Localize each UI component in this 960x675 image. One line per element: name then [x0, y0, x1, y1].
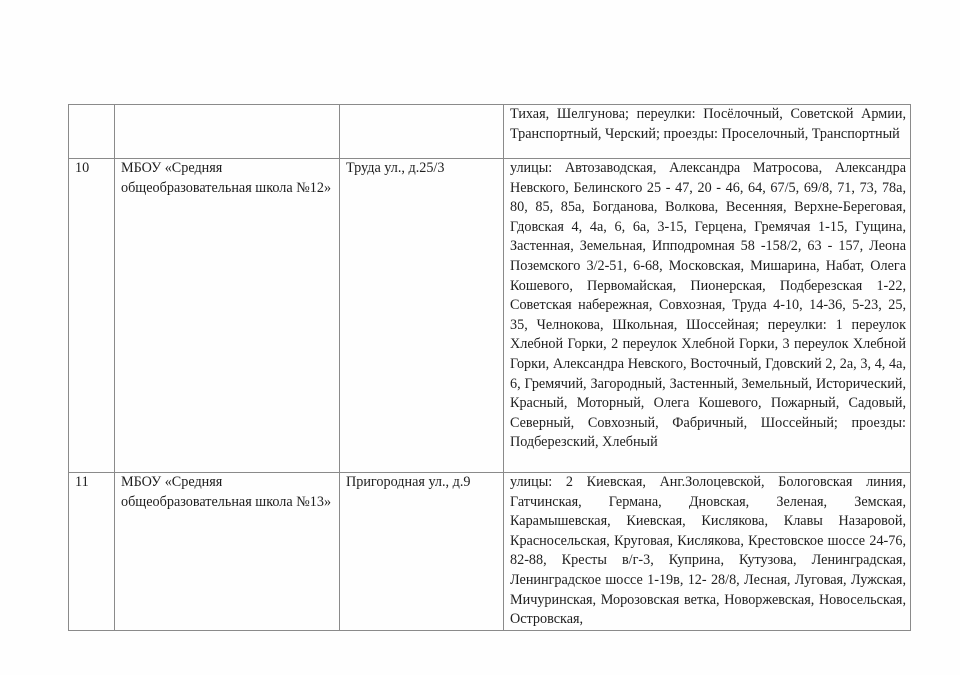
assigned-streets: улицы: Автозаводская, Александра Матросова, Александра Невского, Белинского 25 - 47, 20 - 46, 64, 67/5, 69/8, 71, 73, 78а, 80, 85, 85а, Богданова, Волкова, Весенняя, Верхне-Береговая, Гдовская 4, 4а, 6, 6а, 3-15, Герцена, Гремячая 1-15, Гущина, Застенная, Земельная, Ипподромная 58 -158/2, 63 - 157, Леона Поземского 3/2-51, 6-68, Московская, Мишарина, Набат, Олега Кошевого, Первомайская, Пионерская, Подберезская 1-22, Советская набережная, Совхозная, Труда 4-10, 14-36, 5-23, 25, 35, Челнокова, Школьная, Шоссейная; переулки: 1 переулок Хлебной Горки, 2 переулок Хлебной Горки, 3 переулок Хлебной Горки, Александра Невского, Восточный, Гдовский 2, 2а, 3, 4, 4а, 6, Гремячий, Загородный, Застенный, Земельный, Исторический, Красный, Моторный, Олега Кошевого, Пожарный, Садовый, Северный, Совхозный, Фабричный, Шоссейный; проезды: Подберезский, Хлебный [504, 159, 911, 473]
school-name: МБОУ «Средняя общеобразовательная школа №13» [115, 473, 340, 631]
school-name [115, 105, 340, 159]
row-number: 10 [69, 159, 115, 473]
school-address [340, 105, 504, 159]
table-row [69, 473, 911, 631]
school-name: МБОУ «Средняя общеобразовательная школа №12» [115, 159, 340, 473]
row-number [69, 105, 115, 159]
assigned-streets: Тихая, Шелгунова; переулки: Посёлочный, Советской Армии, Транспортный, Черский; проезды: Проселочный, Транспортный [504, 105, 911, 159]
row-number: 11 [69, 473, 115, 631]
table-row [69, 105, 911, 159]
school-districts-table [68, 104, 911, 631]
table-row [69, 159, 911, 473]
school-address: Пригородная ул., д.9 [340, 473, 504, 631]
school-address: Труда ул., д.25/3 [340, 159, 504, 473]
assigned-streets: улицы: 2 Киевская, Анг.Золоцевской, Бологовская линия, Гатчинская, Германа, Дновская, Зеленая, Земская, Карамышевская, Киевская, Кислякова, Клавы Назаровой, Красносельская, Круговая, Кислякова, Крестовское шоссе 24-76, 82-88, Кресты в/г-3, Куприна, Кутузова, Ленинградская, Ленинградское шоссе 1-19в, 12- 28/8, Лесная, Луговая, Лужская, Мичуринская, Морозовская ветка, Новоржевская, Новосельская, Островская, [504, 473, 911, 631]
